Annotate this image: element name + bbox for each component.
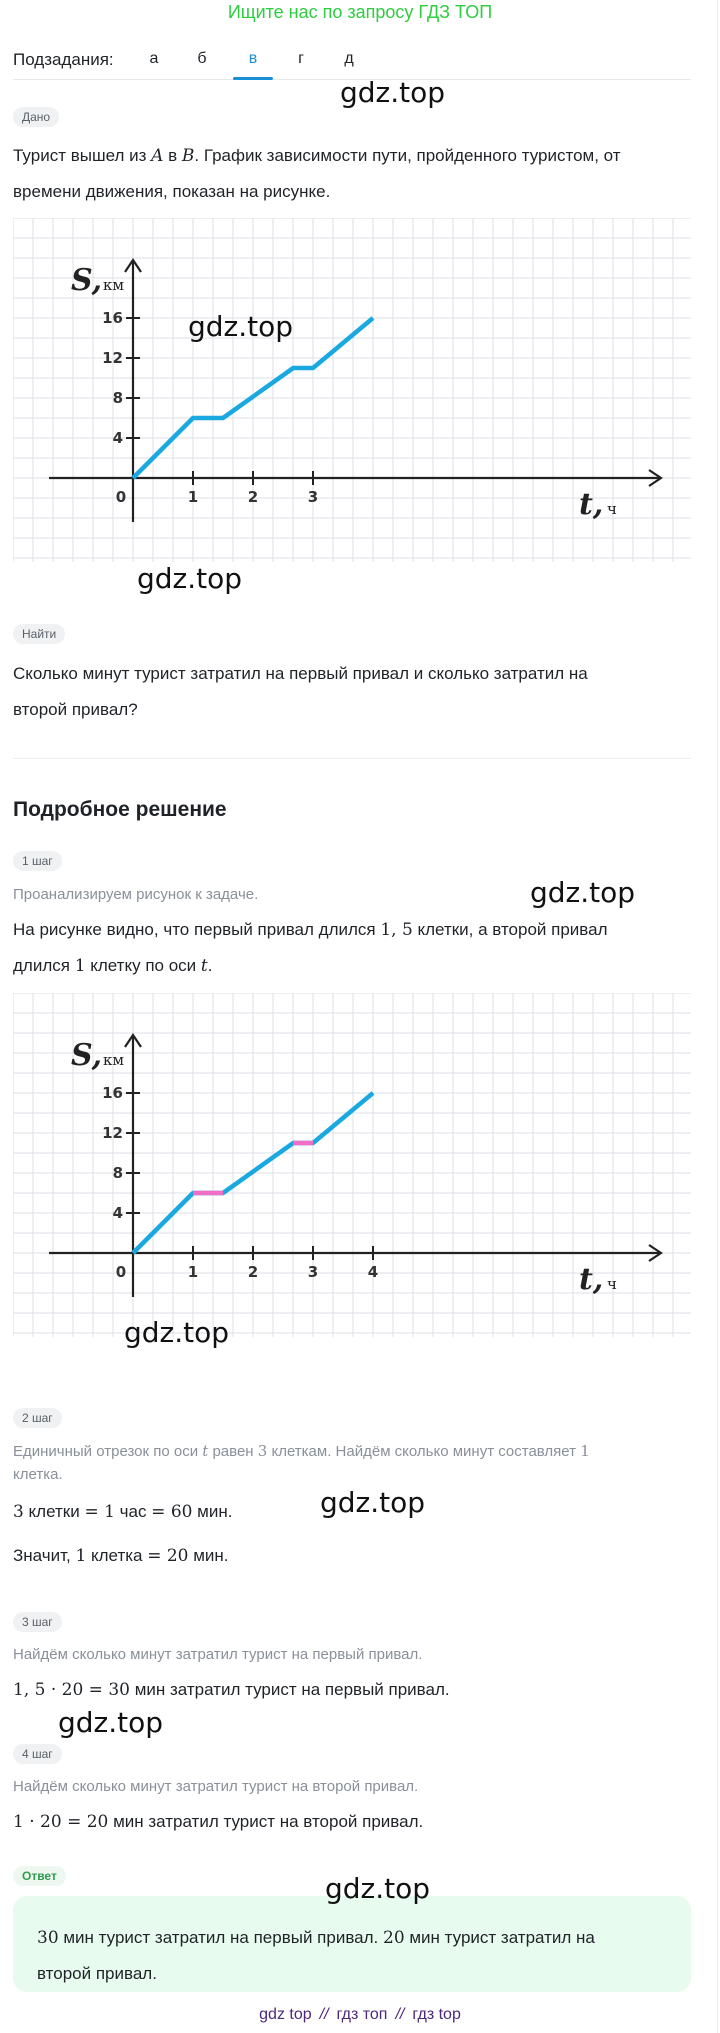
x-axis-label: t, [579,487,604,522]
given-text-3: . График зависимости пути, пройденного туристом, от [194,146,621,165]
x-tick-label: 1 [187,488,199,506]
watermark: gdz.top [325,1872,431,1905]
step-3-formula: 1, 5 · 20 = 30 [13,1680,130,1700]
given-text-2: в [163,146,182,165]
watermark: gdz.top [340,76,446,109]
footer-links [0,2006,720,2024]
step-3-text: мин затратил турист на первый привал. [129,1680,450,1699]
tab-a[interactable]: а [149,50,159,67]
step-2-hint-line-2: клетка. [13,1466,63,1483]
eq2-c: клетка [86,1546,148,1565]
eq1-a: 3 [13,1502,24,1522]
step-4-eq [13,1804,423,1840]
step-4-formula: 1 · 20 = 20 [13,1812,109,1832]
x-tick-label: 3 [307,1263,319,1281]
step-1-text-5: . [207,956,213,975]
step-1-text-4: клетку по оси [85,956,201,975]
eq2-e: мин. [188,1546,229,1565]
step-2-hint-num: 3 [257,1442,268,1460]
step-2-hint-3: клеткам. Найдём сколько минут составляет [267,1443,581,1460]
eq1-c: = 1 [84,1502,115,1522]
footer-link-1[interactable]: gdz top [259,2006,312,2023]
step-2-eq-2 [13,1538,229,1574]
find-line-1: Сколько минут турист затратил на первый привал и сколько затратил на [13,664,588,683]
y-axis-label: S, [71,1038,103,1073]
step-1-var-t: t [200,956,208,976]
answer-badge: Ответ [13,1866,66,1886]
step-1-text-3: длился [13,956,75,975]
tab-v[interactable]: в [248,50,258,67]
y-tick-label: 16 [102,1084,123,1102]
y-axis-unit: км [103,276,125,294]
step-4-badge: 4 шаг [13,1744,62,1764]
watermark: gdz.top [530,876,636,909]
footer-link-3[interactable]: гдз top [412,2006,461,2023]
eq1-e: = 60 [151,1502,193,1522]
find-badge: Найти [13,624,65,644]
step-4-hint: Найдём сколько минут затратил турист на второй привал. [13,1778,419,1795]
step-3-badge: 3 шаг [13,1612,62,1632]
footer-link-2[interactable]: гдз топ [336,2006,388,2023]
answer-num-2: 20 [383,1928,405,1948]
answer-text-2: мин турист затратил на [404,1928,595,1947]
step-2-hint-var: t [202,1442,209,1460]
given-text-1: Турист вышел из [13,146,152,165]
x-tick-label: 0 [115,488,127,506]
section-divider [13,758,691,759]
tab-g[interactable]: г [298,50,304,67]
y-axis-label: S, [71,263,103,298]
point-b: B [181,146,195,166]
watermark: gdz.top [124,1316,230,1349]
step-2-badge: 2 шаг [13,1408,62,1428]
watermark: gdz.top [320,1486,426,1519]
given-badge: Дано [13,107,59,127]
x-axis-label: t, [579,1262,604,1297]
step-3-hint: Найдём сколько минут затратил турист на первый привал. [13,1646,423,1663]
watermark: gdz.top [137,562,243,595]
tab-d[interactable]: д [344,50,354,67]
step-1-num-2: 1 [74,956,86,976]
point-a: A [151,146,164,166]
x-tick-label: 2 [247,1263,259,1281]
y-tick-label: 4 [112,1204,123,1222]
x-axis-unit: ч [607,1275,617,1293]
solution-heading: Подробное решение [13,798,227,821]
eq2-b: 1 [75,1546,87,1566]
step-2-eq-1 [13,1494,232,1530]
footer-sep-2: // [395,2006,405,2023]
given-line-1 [13,138,621,174]
y-tick-label: 8 [112,1164,123,1182]
step-2-hint-num-2: 1 [580,1442,590,1460]
y-tick-label: 12 [102,349,123,367]
step-1-num-1: 1, 5 [380,920,413,940]
x-tick-label: 1 [187,1263,199,1281]
path-time-graph-1 [13,218,691,562]
graph-2 [13,993,691,1337]
step-1-line-2 [13,948,212,984]
step-1-text-1: На рисунке видно, что первый привал длился [13,920,381,939]
watermark: gdz.top [188,310,294,343]
y-tick-label: 8 [112,389,123,407]
x-axis-unit: ч [607,500,617,518]
eq1-d: час [114,1502,152,1521]
step-2-hint-line-1 [13,1439,590,1464]
eq1-f: мин. [192,1502,233,1521]
step-4-text: мин затратил турист на второй привал. [108,1812,424,1831]
y-tick-label: 4 [112,429,123,447]
step-1-badge: 1 шаг [13,851,62,871]
eq2-d: = 20 [147,1546,189,1566]
find-line-2: второй привал? [13,700,138,719]
step-2-hint-1: Единичный отрезок по оси [13,1443,203,1460]
y-tick-label: 12 [102,1124,123,1142]
answer-num-1: 30 [37,1928,59,1948]
x-tick-label: 2 [247,488,259,506]
answer-text-1: мин турист затратил на первый привал. [58,1928,383,1947]
watermark: gdz.top [58,1706,164,1739]
step-1-line-1 [13,912,608,948]
tab-b[interactable]: б [197,50,207,67]
eq1-b: клетки [23,1502,85,1521]
x-tick-label: 0 [115,1263,127,1281]
path-time-graph-2 [13,993,691,1337]
answer-line-2: второй привал. [37,1964,157,1983]
x-tick-label: 3 [307,488,319,506]
step-1-hint: Проанализируем рисунок к задаче. [13,886,259,903]
subtasks-label: Подзадания: [13,50,114,69]
y-axis-unit: км [103,1051,125,1069]
step-3-eq [13,1672,450,1708]
answer-line-1 [37,1920,595,1956]
eq2-a: Значит, [13,1546,76,1565]
given-line-2: времени движения, показан на рисунке. [13,182,331,201]
active-tab-indicator [233,77,273,80]
y-tick-label: 16 [102,309,123,327]
x-tick-label: 4 [367,1263,379,1281]
graph-1 [13,218,691,562]
footer-sep-1: // [319,2006,329,2023]
page-right-border [717,0,718,2033]
step-2-hint-2: равен [208,1443,258,1460]
promo-link[interactable]: Ищите нас по запросу ГДЗ ТОП [227,2,493,22]
step-1-text-2: клетки, а второй привал [412,920,608,939]
